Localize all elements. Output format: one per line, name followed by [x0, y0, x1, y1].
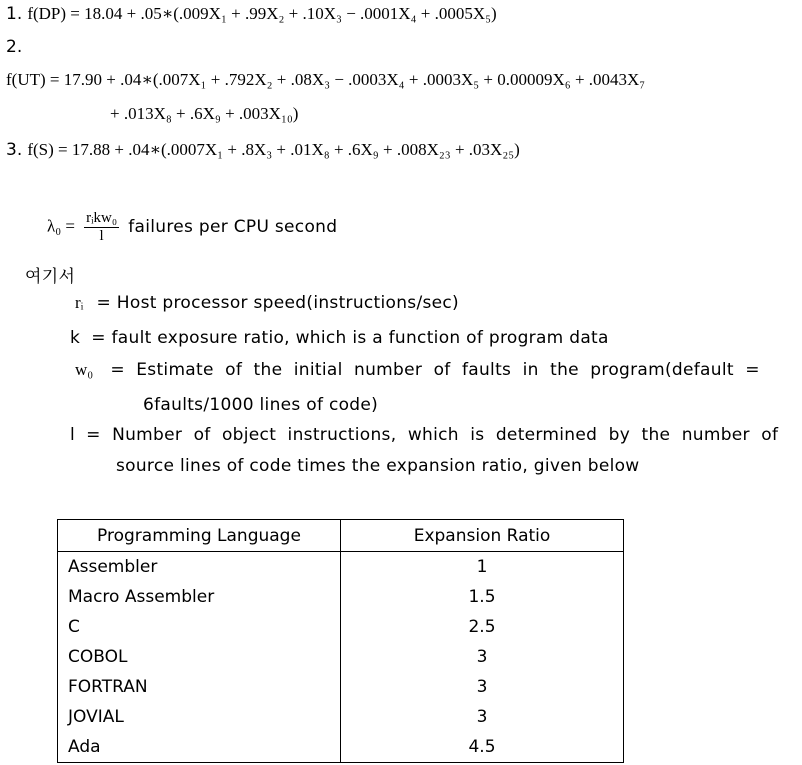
table-row: [58, 702, 624, 732]
table-cell-ratio: 3: [341, 642, 624, 672]
table-row: [58, 582, 624, 612]
table-header-language: Programming Language: [58, 520, 341, 552]
table-cell-ratio: 1: [341, 552, 624, 583]
definition-k: [70, 328, 609, 348]
where-label: 여기서: [25, 267, 76, 287]
table-cell-ratio: 3: [341, 672, 624, 702]
formula-2-number: 2.: [6, 37, 23, 57]
definition-l: [70, 425, 778, 445]
table-cell-language: Ada: [58, 732, 341, 763]
definition-w0: [75, 360, 760, 380]
table-row: [58, 732, 624, 763]
table-row: [58, 552, 624, 583]
definition-l-text-2: source lines of code times the expansion ratio, given below: [116, 456, 640, 476]
table-cell-language: Macro Assembler: [58, 582, 341, 612]
definition-k-text: = fault exposure ratio, which is a function of program data: [91, 328, 609, 348]
definition-w0-text-2: 6faults/1000 lines of code): [143, 395, 379, 415]
definition-l-text-1: = Number of object instructions, which is determined by the number of: [86, 425, 779, 445]
formula-1-number: 1.: [6, 4, 23, 24]
formula-1-expression: f(DP) = 18.04 + .05∗(.009X₁ + .99X₂ + .10X₃ − .0001X₄ + .0005X₅): [27, 4, 497, 23]
formula-3-number: 3.: [6, 140, 23, 160]
formula-1: [6, 4, 497, 24]
definition-ri-symbol: rᵢ: [75, 293, 84, 312]
lambda-formula: [47, 210, 337, 244]
definition-w0-symbol: w₀: [75, 360, 94, 379]
lambda-lhs: λ₀ =: [47, 216, 76, 236]
formula-3-expression: f(S) = 17.88 + .04∗(.0007X₁ + .8X₃ + .01X₈ + .6X₉ + .008X₂₃ + .03X₂₅): [27, 140, 520, 159]
table-cell-language: JOVIAL: [58, 702, 341, 732]
table-cell-language: Assembler: [58, 552, 341, 583]
lambda-denominator: l: [99, 228, 104, 244]
table-cell-ratio: 2.5: [341, 612, 624, 642]
table-cell-language: C: [58, 612, 341, 642]
lambda-numerator: rᵢkw₀: [86, 210, 118, 226]
table-cell-ratio: 4.5: [341, 732, 624, 763]
formula-2-line-2: + .013X₈ + .6X₉ + .003X₁₀): [110, 104, 299, 123]
table-header-ratio: Expansion Ratio: [341, 520, 624, 552]
definition-ri: [75, 293, 459, 313]
table-cell-language: COBOL: [58, 642, 341, 672]
formula-3: [6, 140, 520, 160]
lambda-unit: failures per CPU second: [128, 217, 338, 237]
expansion-ratio-table: [57, 519, 624, 763]
definition-l-symbol: l: [70, 425, 76, 445]
table-row: [58, 642, 624, 672]
table-cell-language: FORTRAN: [58, 672, 341, 702]
lambda-fraction: [84, 210, 119, 244]
definition-k-symbol: k: [70, 328, 81, 348]
definition-ri-text: = Host processor speed(instructions/sec): [96, 293, 459, 313]
table-cell-ratio: 3: [341, 702, 624, 732]
table-row: [58, 612, 624, 642]
table-cell-ratio: 1.5: [341, 582, 624, 612]
table-header-row: [58, 520, 624, 552]
table-row: [58, 672, 624, 702]
definition-w0-text-1: = Estimate of the initial number of faults in the program(default =: [110, 360, 760, 380]
formula-2-line-1: f(UT) = 17.90 + .04∗(.007X₁ + .792X₂ + .08X₃ − .0003X₄ + .0003X₅ + 0.00009X₆ + .0043X₇: [6, 70, 646, 89]
